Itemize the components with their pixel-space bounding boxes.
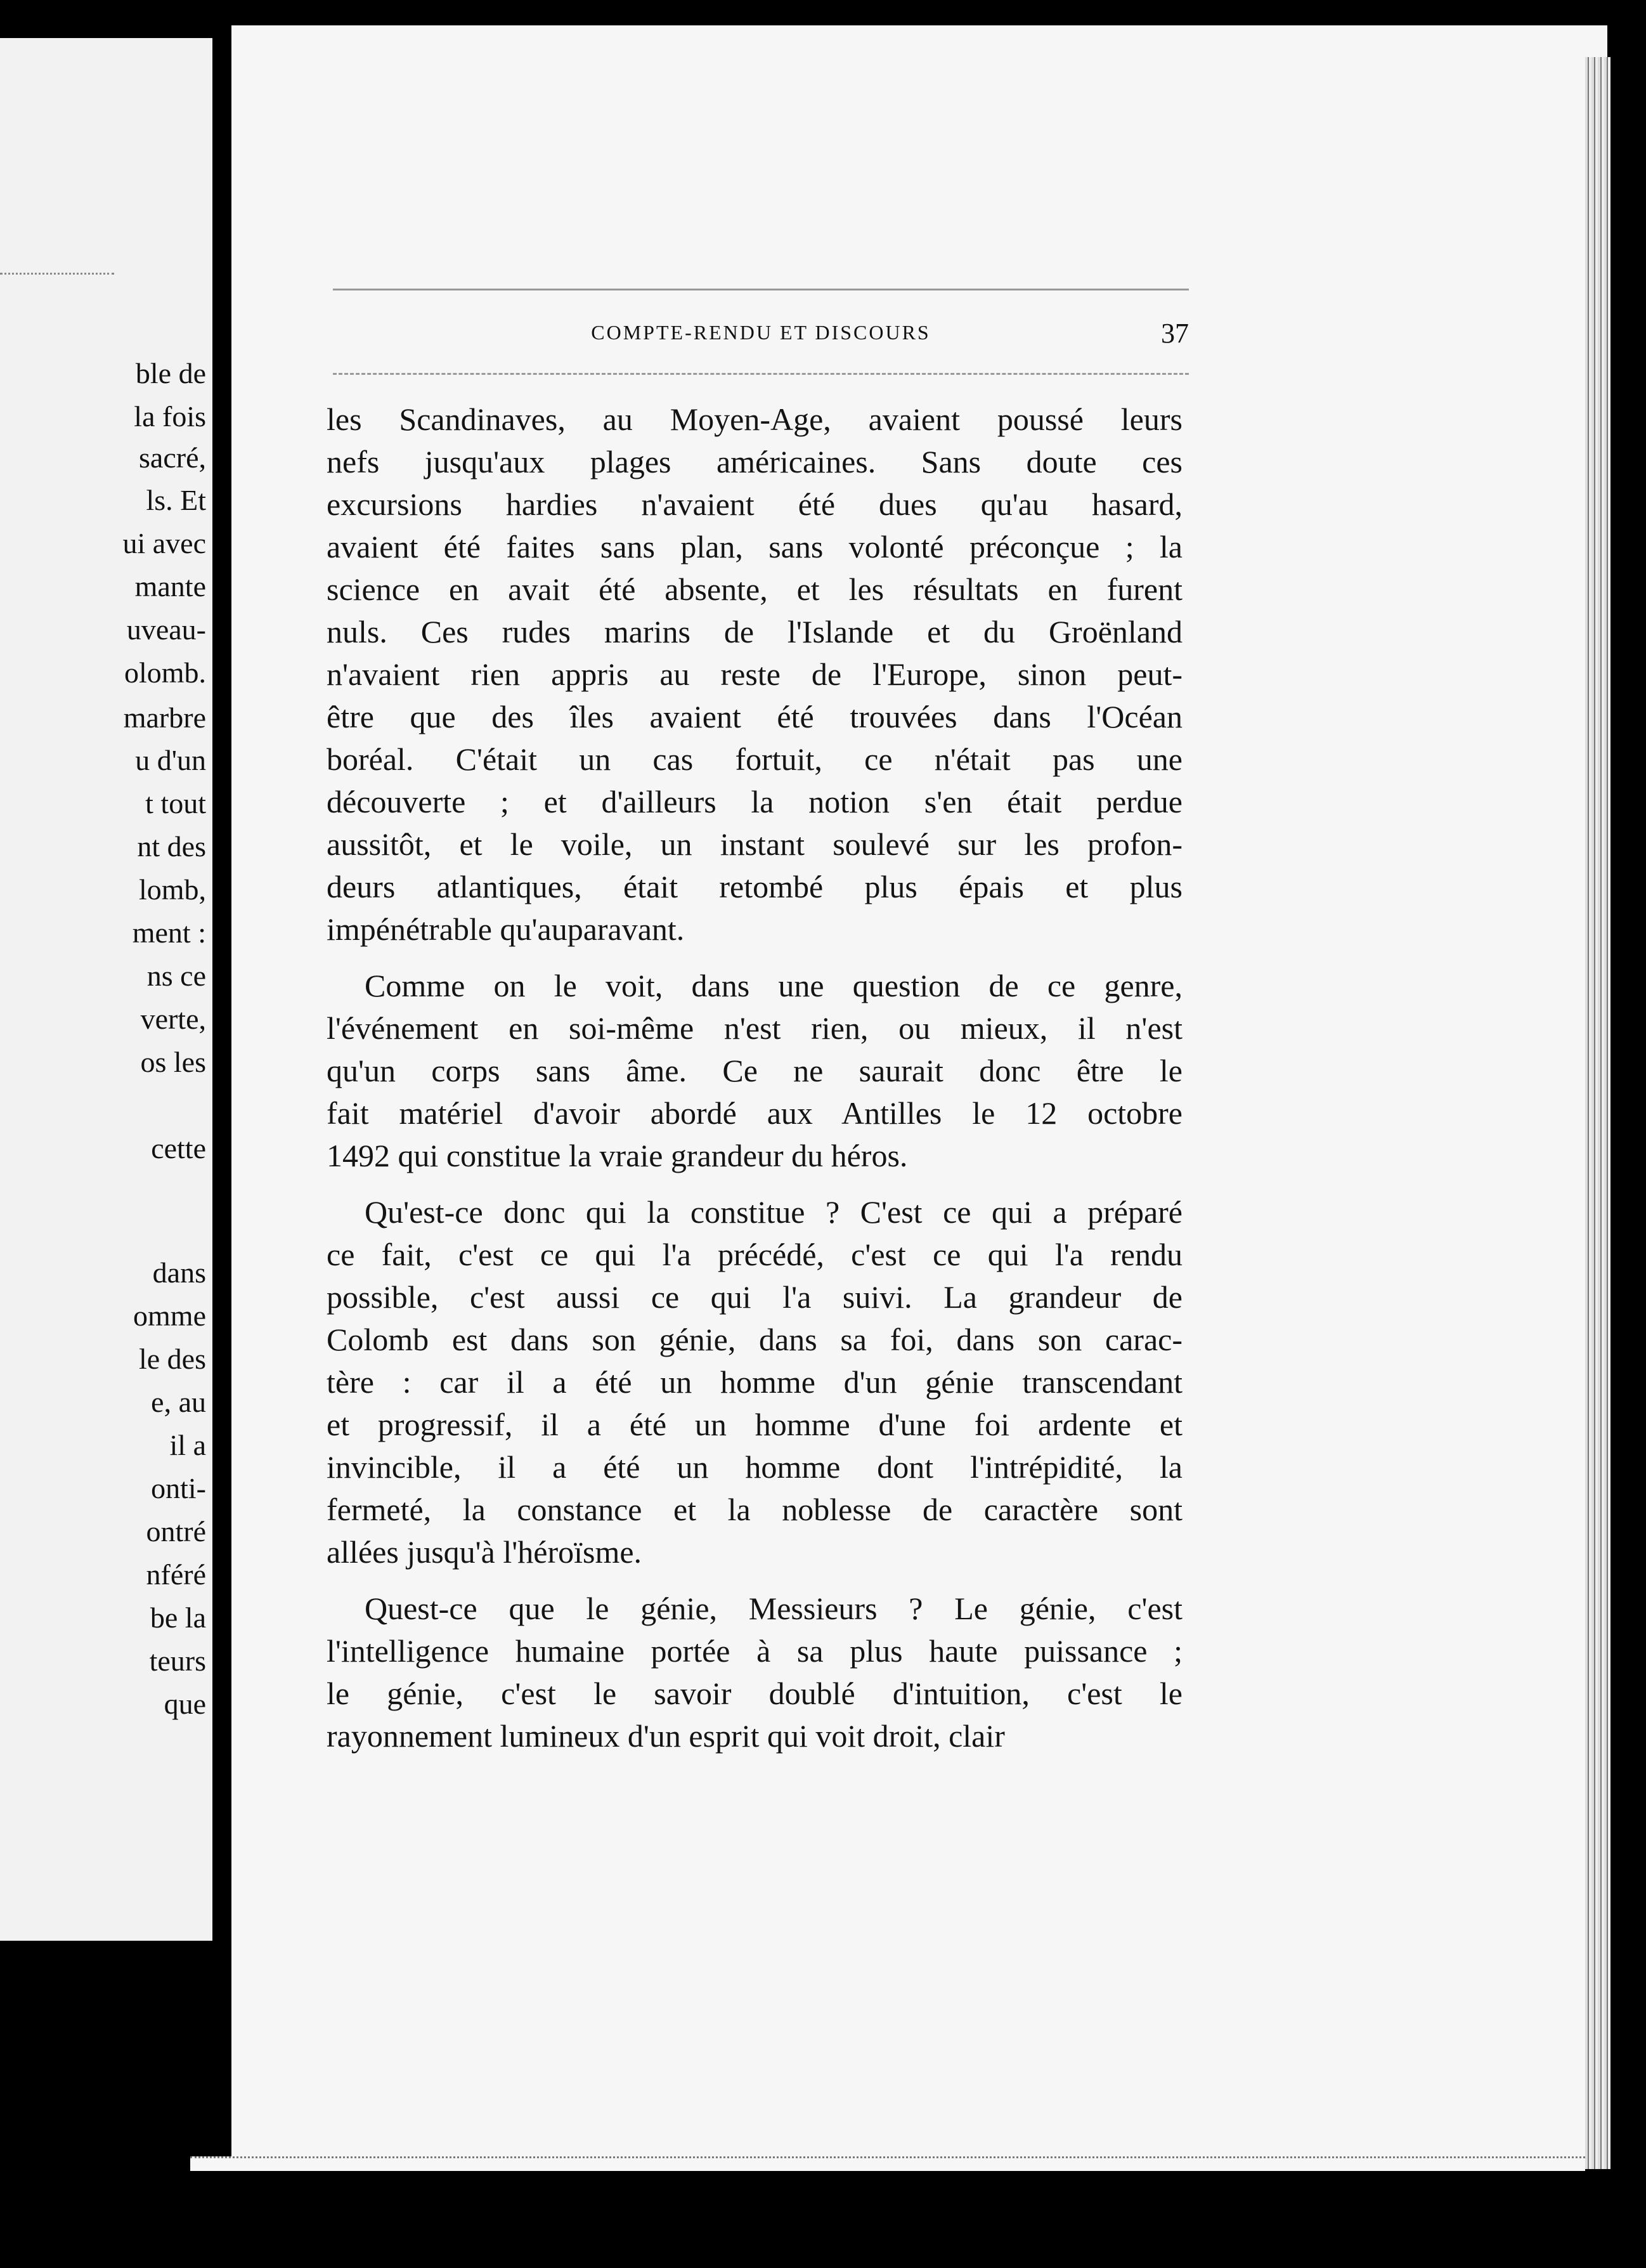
text-line: Colomb est dans son génie, dans sa foi, dans son carac- <box>327 1322 1183 1357</box>
text-line: les Scandinaves, au Moyen-Age, avaient poussé leurs <box>327 401 1183 437</box>
facing-page-line: marbre <box>123 701 206 734</box>
page-bottom-edge <box>190 2156 1585 2171</box>
text-line: invincible, il a été un homme dont l'intrépidité, la <box>327 1449 1183 1485</box>
facing-page-line: omme <box>133 1300 206 1332</box>
facing-page-line: onti- <box>151 1472 206 1504</box>
running-title: COMPTE-RENDU ET DISCOURS <box>591 321 931 344</box>
facing-page-line: ontré <box>146 1515 206 1548</box>
facing-page-line: la fois <box>134 400 206 433</box>
book-gutter <box>212 0 231 2268</box>
facing-page-line: mante <box>134 570 206 603</box>
facing-page-line: que <box>164 1688 206 1720</box>
facing-page-line: uveau- <box>126 613 206 646</box>
text-line: excursions hardies n'avaient été dues qu'au hasard, <box>327 486 1183 522</box>
text-line: aussitôt, et le voile, un instant soulevé sur les profon- <box>327 826 1183 862</box>
text-line: et progressif, il a été un homme d'une foi ardente et <box>327 1407 1183 1442</box>
facing-page-line: lomb, <box>138 873 206 906</box>
facing-page-line: ls. Et <box>146 484 206 516</box>
text-line: qu'un corps sans âme. Ce ne saurait donc être le <box>327 1053 1183 1088</box>
facing-page-line: sacré, <box>139 441 206 474</box>
facing-page-line: olomb. <box>124 656 206 689</box>
paragraph <box>327 398 1183 951</box>
facing-page-rule <box>0 273 114 275</box>
facing-page-line: le des <box>138 1343 206 1375</box>
header-rule-bottom <box>333 373 1189 375</box>
text-line: Comme on le voit, dans une question de ce genre, <box>365 968 1183 1003</box>
text-line: le génie, c'est le savoir doublé d'intuition, c'est le <box>327 1676 1183 1711</box>
facing-page-line: nt des <box>137 830 206 863</box>
text-line: possible, c'est aussi ce qui l'a suivi. La grandeur de <box>327 1279 1183 1315</box>
text-line: rayonnement lumineux d'un esprit qui voit droit, clair <box>327 1718 1005 1754</box>
paragraph <box>327 1191 1183 1574</box>
facing-page-line: u d'un <box>135 744 206 776</box>
facing-page-line: t tout <box>145 787 206 819</box>
facing-page-line: dans <box>152 1256 206 1289</box>
body-text <box>327 398 1183 1771</box>
facing-page-line: verte, <box>140 1003 206 1035</box>
facing-page-line: ui avec <box>122 527 206 559</box>
text-line: science en avait été absente, et les résultats en furent <box>327 571 1183 607</box>
facing-page-line: cette <box>151 1132 206 1164</box>
header-rule-top <box>333 289 1189 290</box>
text-line: nuls. Ces rudes marins de l'Islande et du Groënland <box>327 614 1183 649</box>
text-line: nefs jusqu'aux plages américaines. Sans doute ces <box>327 444 1183 479</box>
facing-page-line: os les <box>140 1046 206 1078</box>
facing-page-line: teurs <box>149 1645 206 1677</box>
facing-page-line: be la <box>150 1601 206 1634</box>
text-line: boréal. C'était un cas fortuit, ce n'était pas une <box>327 741 1183 777</box>
facing-page-line: il a <box>169 1429 206 1461</box>
text-line: être que des îles avaient été trouvées dans l'Océan <box>327 699 1183 734</box>
text-line: avaient été faites sans plan, sans volonté préconçue ; la <box>327 529 1183 564</box>
text-line: ce fait, c'est ce qui l'a précédé, c'est ce qui l'a rendu <box>327 1237 1183 1272</box>
text-line: l'intelligence humaine portée à sa plus haute puissance ; <box>327 1633 1183 1669</box>
text-line: fermeté, la constance et la noblesse de caractère sont <box>327 1492 1183 1527</box>
text-line: 1492 qui constitue la vraie grandeur du héros. <box>327 1138 908 1173</box>
facing-page-line: e, au <box>151 1386 206 1418</box>
page-edge-stack <box>1585 57 1610 2169</box>
text-line: fait matériel d'avoir abordé aux Antilles le 12 octobre <box>327 1095 1183 1131</box>
text-line: tère : car il a été un homme d'un génie transcendant <box>327 1364 1183 1400</box>
text-line: l'événement en soi-même n'est rien, ou mieux, il n'est <box>327 1010 1183 1046</box>
text-line: deurs atlantiques, était retombé plus épais et plus <box>327 869 1183 904</box>
facing-page-fragment <box>0 38 212 1941</box>
page-number: 37 <box>1161 318 1189 349</box>
facing-page-line: ment : <box>132 916 206 949</box>
facing-page-line: ble de <box>135 357 206 389</box>
text-line: découverte ; et d'ailleurs la notion s'en était perdue <box>327 784 1183 819</box>
facing-page-line: ns ce <box>146 960 206 992</box>
text-line: Qu'est-ce donc qui la constitue ? C'est ce qui a préparé <box>365 1194 1183 1230</box>
text-line: allées jusqu'à l'héroïsme. <box>327 1534 642 1570</box>
text-line: impénétrable qu'auparavant. <box>327 911 685 947</box>
facing-page-line: nféré <box>146 1558 206 1591</box>
text-line: n'avaient rien appris au reste de l'Europe, sinon peut- <box>327 656 1183 692</box>
paragraph <box>327 965 1183 1177</box>
paragraph <box>327 1587 1183 1757</box>
text-line: Quest-ce que le génie, Messieurs ? Le génie, c'est <box>365 1591 1183 1626</box>
running-head <box>333 317 1189 355</box>
